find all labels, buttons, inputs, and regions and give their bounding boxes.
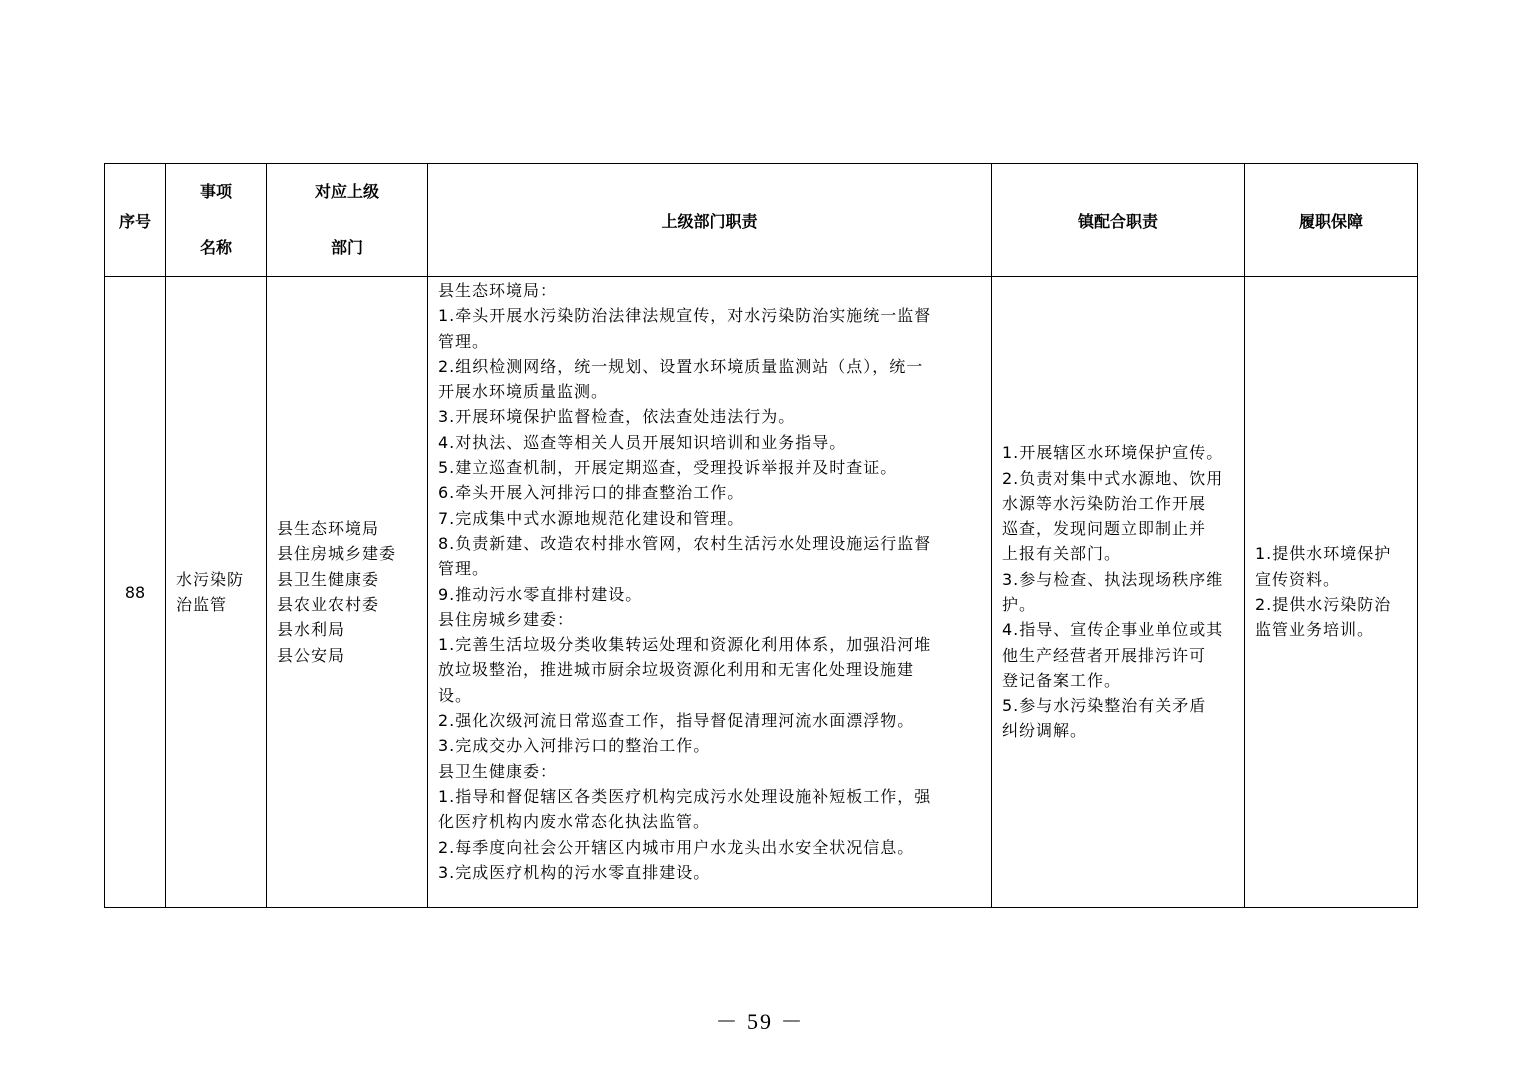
upper-duty-line: 1.完善生活垃圾分类收集转运处理和资源化利用体系，加强沿河堆 — [438, 635, 932, 655]
town-duty-line: 他生产经营者开展排污许可 — [1002, 645, 1207, 665]
header-item-name — [166, 164, 267, 277]
guarantee-line: 1.提供水环境保护 — [1255, 544, 1392, 564]
table-header-row — [105, 164, 1418, 277]
item-name-line: 水污染防 — [176, 569, 245, 589]
town-duty-line: 1.开展辖区水环境保护宣传。 — [1002, 443, 1224, 463]
town-duty-line: 水源等水污染防治工作开展 — [1002, 493, 1207, 513]
page-number: － 59 － — [715, 1009, 805, 1034]
header-seq: 序号 — [105, 164, 166, 277]
upper-duty-line: 9.推动污水零直排村建设。 — [438, 584, 643, 604]
upper-duty-line: 2.每季度向社会公开辖区内城市用户水龙头出水安全状况信息。 — [438, 837, 915, 857]
upper-duty-line: 管理。 — [438, 559, 490, 579]
upper-duty-line: 2.强化次级河流日常巡查工作，指导督促清理河流水面漂浮物。 — [438, 711, 915, 731]
upper-duty-line: 开展水环境质量监测。 — [438, 382, 609, 402]
town-duty-line: 纠纷调解。 — [1002, 721, 1088, 741]
town-duty-line: 登记备案工作。 — [1002, 670, 1122, 690]
town-duty-line: 2.负责对集中式水源地、饮用 — [1002, 468, 1224, 488]
header-dept-line2: 部门 — [330, 238, 363, 257]
guarantee-line: 宣传资料。 — [1255, 569, 1341, 589]
upper-duty-line: 5.建立巡查机制，开展定期巡查，受理投诉举报并及时查证。 — [438, 458, 898, 478]
town-duty-line: 3.参与检查、执法现场秩序维 — [1002, 569, 1224, 589]
row-town-duties — [992, 277, 1245, 908]
town-duty-line: 巡查，发现问题立即制止并 — [1002, 519, 1207, 539]
row-seq: 88 — [105, 277, 166, 908]
department-line: 县农业农村委 — [277, 595, 380, 614]
row-departments — [267, 277, 428, 908]
department-line: 县生态环境局 — [277, 519, 380, 539]
table-row — [105, 277, 1418, 908]
department-line: 县水利局 — [277, 620, 346, 640]
department-line: 县公安局 — [277, 645, 346, 665]
header-item-line1: 事项 — [199, 182, 232, 201]
upper-duty-line: 7.完成集中式水源地规范化建设和管理。 — [438, 508, 745, 528]
duty-table — [104, 163, 1418, 908]
upper-duty-line: 1.指导和督促辖区各类医疗机构完成污水处理设施补短板工作，强 — [438, 786, 932, 806]
item-name-line: 治监管 — [176, 595, 228, 614]
row-guarantee — [1245, 277, 1418, 908]
town-duty-line: 上报有关部门。 — [1002, 544, 1122, 564]
header-guarantee: 履职保障 — [1245, 164, 1418, 277]
town-duty-line: 5.参与水污染整治有关矛盾 — [1002, 696, 1207, 716]
department-line: 县住房城乡建委 — [277, 544, 397, 564]
upper-duty-line: 放垃圾整治，推进城市厨余垃圾资源化利用和无害化处理设施建 — [438, 660, 915, 680]
town-duty-line: 4.指导、宣传企事业单位或其 — [1002, 620, 1224, 640]
town-duty-line: 护。 — [1002, 595, 1037, 614]
upper-duty-line: 3.开展环境保护监督检查，依法查处违法行为。 — [438, 407, 796, 427]
header-town-duties: 镇配合职责 — [992, 164, 1245, 277]
upper-duty-line: 6.牵头开展入河排污口的排查整治工作。 — [438, 483, 745, 503]
upper-duty-line: 1.牵头开展水污染防治法律法规宣传，对水污染防治实施统一监督 — [438, 306, 932, 326]
department-line: 县卫生健康委 — [277, 569, 380, 589]
guarantee-line: 2.提供水污染防治 — [1255, 595, 1392, 614]
upper-duty-line: 县生态环境局： — [438, 281, 558, 300]
upper-duty-line: 4.对执法、巡查等相关人员开展知识培训和业务指导。 — [438, 432, 847, 452]
upper-duty-line: 化医疗机构内废水常态化执法监管。 — [438, 812, 711, 832]
header-dept-line1: 对应上级 — [314, 182, 379, 201]
upper-duty-line: 管理。 — [438, 331, 490, 351]
upper-duty-line: 设。 — [438, 685, 473, 705]
upper-duty-line: 3.完成医疗机构的污水零直排建设。 — [438, 862, 711, 882]
guarantee-line: 监管业务培训。 — [1255, 620, 1375, 640]
header-upper-duties: 上级部门职责 — [428, 164, 992, 277]
row-item-name — [166, 277, 267, 908]
header-department — [267, 164, 428, 277]
upper-duty-line: 8.负责新建、改造农村排水管网，农村生活污水处理设施运行监督 — [438, 533, 932, 553]
upper-duty-line: 县住房城乡建委： — [438, 609, 575, 629]
upper-duty-line: 2.组织检测网络，统一规划、设置水环境质量监测站（点），统一 — [438, 356, 924, 376]
header-item-line2: 名称 — [199, 238, 232, 257]
row-upper-duties — [428, 277, 992, 908]
upper-duty-line: 县卫生健康委： — [438, 761, 558, 781]
upper-duty-line: 3.完成交办入河排污口的整治工作。 — [438, 736, 711, 756]
